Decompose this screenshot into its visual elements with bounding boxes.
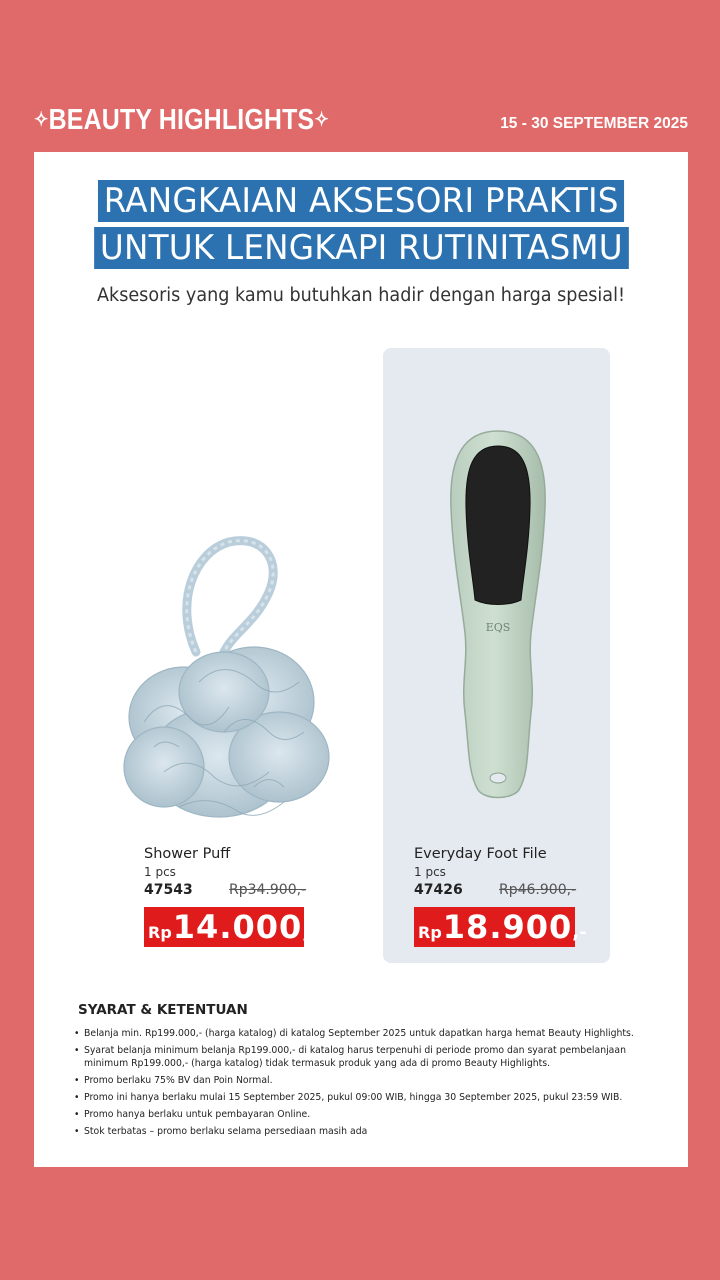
product-code: 47543 [144, 882, 193, 898]
original-price: Rp34.900,- [229, 882, 307, 898]
brand-label: BEAUTY HIGHLIGHTS [48, 104, 315, 136]
terms-item: • Promo ini hanya berlaku mulai 15 September 2025, pukul 09:00 WIB, hingga 30 September 2025, pukul 23:59 WIB. [74, 1092, 654, 1105]
header [0, 0, 720, 152]
brand-title [34, 104, 329, 137]
price-amount: 18.900 [442, 908, 573, 946]
sparkle-icon: ✧ [314, 109, 329, 131]
product-quantity: 1 pcs [414, 865, 446, 879]
terms-item: • Promo berlaku 75% BV dan Poin Normal. [74, 1075, 654, 1088]
price-currency: Rp [418, 923, 442, 942]
content-card [34, 152, 688, 1167]
sale-price-badge [144, 907, 317, 947]
shower-puff-image [104, 532, 344, 832]
price-currency: Rp [148, 923, 172, 942]
product-name: Shower Puff [144, 846, 231, 862]
headline-line-1: RANGKAIAN AKSESORI PRAKTIS [34, 180, 688, 222]
price-suffix: ,- [302, 922, 317, 943]
original-price: Rp46.900,- [499, 882, 577, 898]
price-suffix: ,- [572, 922, 587, 943]
subtitle: Aksesoris yang kamu butuhkan hadir dengan harga spesial! [96, 285, 626, 306]
brand-emboss: EQS [485, 621, 511, 634]
product-code: 47426 [414, 882, 463, 898]
promo-dates: 15 - 30 SEPTEMBER 2025 [500, 115, 688, 132]
terms-item: • Promo hanya berlaku untuk pembayaran Online. [74, 1109, 654, 1122]
headline-line-2: UNTUK LENGKAPI RUTINITASMU [34, 227, 688, 269]
price-amount: 14.000 [172, 908, 303, 946]
product-quantity: 1 pcs [144, 865, 176, 879]
sale-price-badge [414, 907, 587, 947]
terms-title: SYARAT & KETENTUAN [78, 1002, 248, 1018]
terms-list [74, 1028, 654, 1143]
product-name: Everyday Foot File [414, 846, 547, 862]
terms-item: • Stok terbatas – promo berlaku selama persediaan masih ada [74, 1126, 654, 1139]
terms-item: • Belanja min. Rp199.000,- (harga katalog) di katalog September 2025 untuk dapatkan harga hemat Beauty Highlights. [74, 1028, 654, 1041]
foot-file-image [443, 428, 553, 803]
terms-item: • Syarat belanja minimum belanja Rp199.000,- di katalog harus terpenuhi di periode promo dan syarat pembelanjaan minimum Rp199.000,- (harga katalog) tidak termasuk produk yang ada di promo Beauty Highlights. [74, 1045, 654, 1070]
sparkle-icon: ✧ [34, 109, 49, 131]
